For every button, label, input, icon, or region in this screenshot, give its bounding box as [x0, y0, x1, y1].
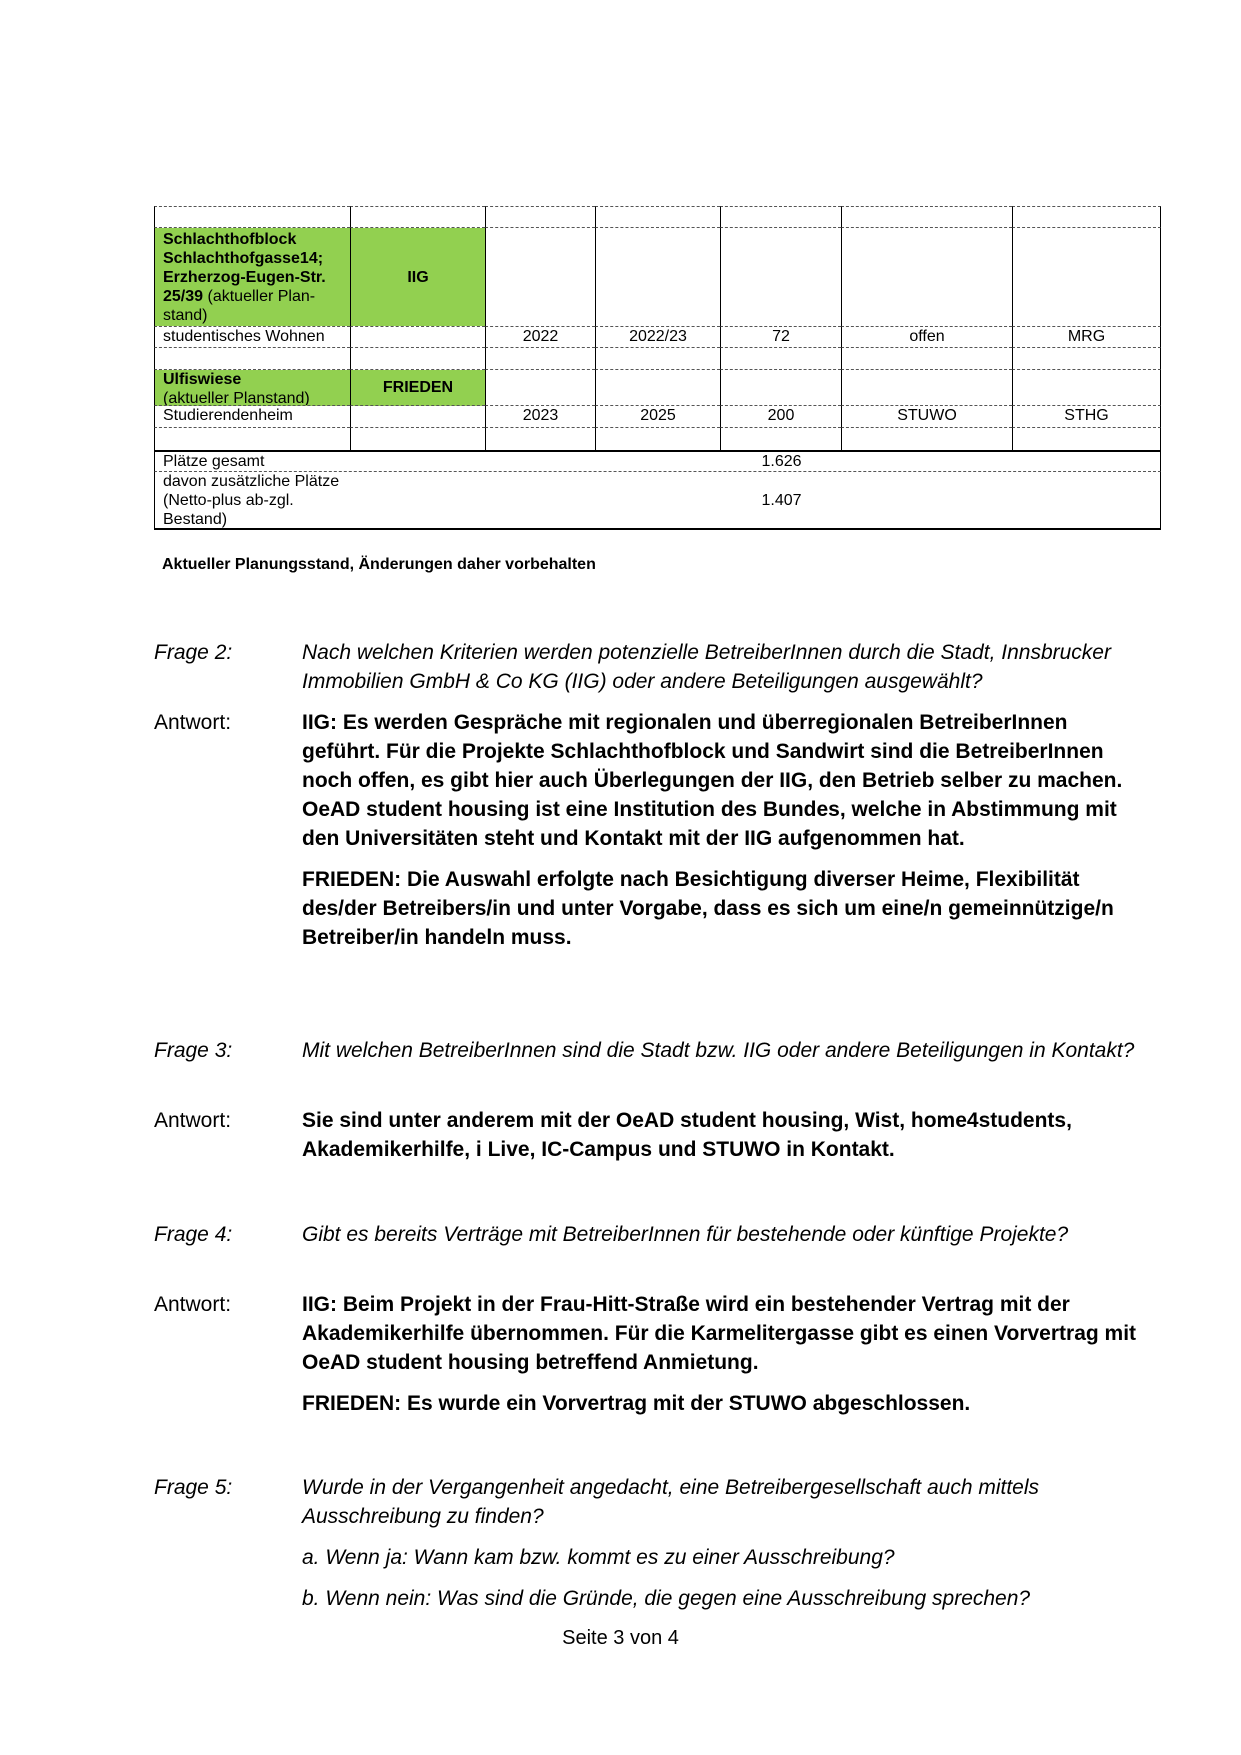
partner: MRG [1012, 326, 1161, 348]
table-row [154, 428, 1161, 450]
answer-paragraph: FRIEDEN: Die Auswahl erfolgte nach Besichtigung diverser Heime, Flexibilität des/der Betreibers/in und unter Vorgabe, dass es sich um eine/n gemeinnützige/n Betreiber/in handeln muss. [302, 868, 1114, 949]
question-text: Gibt es bereits Verträge mit BetreiberInnen für bestehende oder künftige Projekte? [302, 1223, 1069, 1246]
project-name: Ulfiswiese [163, 371, 242, 388]
answer-paragraph: Sie sind unter anderem mit der OeAD student housing, Wist, home4students, Akademikerhilfe, i Live, IC-Campus und STUWO in Kontakt. [302, 1109, 1072, 1161]
project-status: (aktueller Plan-stand) [163, 288, 316, 324]
total-label: Plätze gesamt [163, 453, 265, 470]
answer-label: Antwort: [154, 711, 232, 734]
operator: STUWO [841, 406, 1012, 428]
answer-paragraph: IIG: Es werden Gespräche mit regionalen und überregionalen BetreiberInnen geführt. Für die Projekte Schlachthofblock und Sandwirt sind die BetreiberInnen noch offen, es gibt hier auch Überlegungen der IIG, den Betrieb selber zu machen. [302, 711, 1123, 792]
page-number: Seite 3 von 4 [562, 1627, 679, 1649]
project-type: Studierendenheim [154, 406, 350, 428]
question-text: Wurde in der Vergangenheit angedacht, eine Betreibergesellschaft auch mittels Ausschreibung zu finden? [302, 1476, 1039, 1528]
question-label: Frage 5: [154, 1476, 233, 1499]
question-block [154, 1220, 1144, 1249]
project-status: (aktueller Planstand) [163, 390, 310, 406]
end-year: 2022/23 [595, 326, 720, 348]
table-note: Aktueller Planungsstand, Änderungen daher vorbehalten [162, 556, 596, 573]
project-name-cell [154, 228, 350, 326]
housing-table [154, 206, 1161, 530]
table-row [154, 228, 1161, 326]
question-label: Frage 3: [154, 1039, 233, 1062]
net-label: davon zusätzliche Plätze (Netto-plus ab-zgl. Bestand) [163, 472, 340, 528]
net-row [154, 472, 1161, 530]
question-label: Frage 2: [154, 641, 233, 664]
start-year: 2023 [485, 406, 595, 428]
net-value: 1.407 [761, 491, 802, 509]
answer-label: Antwort: [154, 1109, 232, 1132]
partner: STHG [1012, 406, 1161, 428]
question-label: Frage 4: [154, 1223, 233, 1246]
project-type: studentisches Wohnen [154, 326, 350, 348]
project-name: Schlachthofblock Schlachthofgasse14; Erzherzog-Eugen-Str. 25/39 [163, 231, 326, 305]
answer-block [154, 1106, 1144, 1164]
table-row [154, 326, 1161, 348]
answer-block [154, 708, 1144, 952]
places: 72 [720, 326, 841, 348]
start-year: 2022 [485, 326, 595, 348]
question-text: Nach welchen Kriterien werden potenzielle BetreiberInnen durch die Stadt, Innsbrucker Immobilien GmbH & Co KG (IIG) oder andere Beteiligungen ausgewählt? [302, 641, 1111, 693]
end-year: 2025 [595, 406, 720, 428]
question-sub-item: b. Wenn nein: Was sind die Gründe, die gegen eine Ausschreibung sprechen? [302, 1587, 1031, 1610]
question-sub-item: a. Wenn ja: Wann kam bzw. kommt es zu einer Ausschreibung? [302, 1546, 895, 1569]
total-value: 1.626 [761, 453, 802, 470]
question-block [154, 1036, 1144, 1065]
answer-paragraph: FRIEDEN: Es wurde ein Vorvertrag mit der STUWO abgeschlossen. [302, 1392, 971, 1415]
project-owner: FRIEDEN [350, 370, 485, 406]
answer-block [154, 1290, 1144, 1418]
table-row [154, 206, 1161, 228]
answer-label: Antwort: [154, 1293, 232, 1316]
question-text: Mit welchen BetreiberInnen sind die Stadt bzw. IIG oder andere Beteiligungen in Kontakt? [302, 1039, 1135, 1062]
project-owner: IIG [350, 228, 485, 326]
operator: offen [841, 326, 1012, 348]
places: 200 [720, 406, 841, 428]
table-row [154, 348, 1161, 370]
question-block [154, 1473, 1144, 1613]
project-name-cell [154, 370, 350, 406]
answer-paragraph: IIG: Beim Projekt in der Frau-Hitt-Straße wird ein bestehender Vertrag mit der Akademikerhilfe übernommen. Für die Karmelitergasse gibt es einen Vorvertrag mit OeAD student housing betreffend Anmietung. [302, 1293, 1137, 1374]
total-row [154, 450, 1161, 472]
answer-paragraph: OeAD student housing ist eine Institution des Bundes, welche in Abstimmung mit den Universitäten steht und Kontakt mit der IIG aufgenommen hat. [302, 798, 1117, 850]
question-block [154, 638, 1144, 696]
table-row [154, 406, 1161, 428]
table-row [154, 370, 1161, 406]
